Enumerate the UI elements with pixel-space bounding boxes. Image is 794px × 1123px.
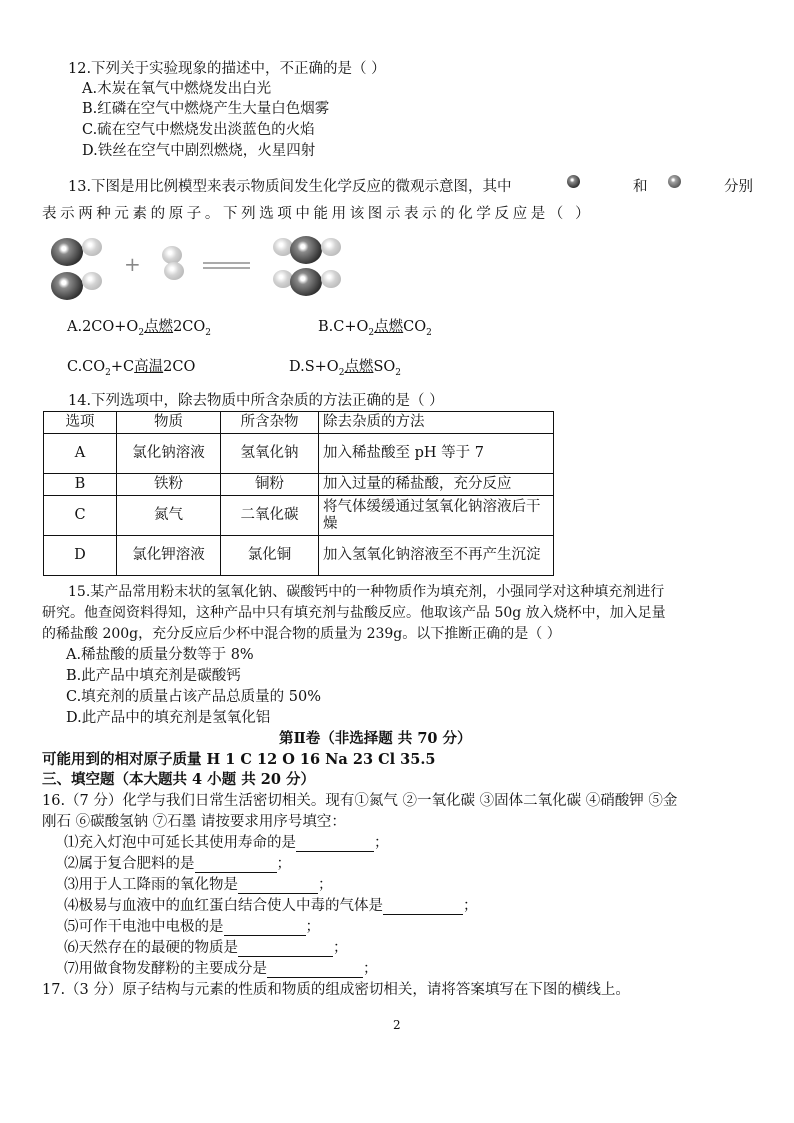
table-cell: D: [44, 536, 117, 576]
q16-item: ⑸可作干电池中电极的是 ；: [64, 919, 320, 935]
table-header-cell: 所含杂物: [221, 412, 319, 434]
answer-blank[interactable]: [296, 837, 374, 852]
answer-blank[interactable]: [383, 900, 463, 915]
page-number: 2: [393, 1018, 401, 1032]
table-row: [44, 496, 554, 536]
molecule-right-top-big-atom: [290, 236, 322, 264]
molecule-left-top-big-atom: [51, 238, 83, 266]
atom-grey-legend-icon: [668, 175, 681, 188]
molecule-o2-atom-2: [164, 262, 184, 280]
q13-stem-part2: 分别: [724, 179, 753, 195]
q16-item: ⑹天然存在的最硬的物质是 ；: [64, 940, 348, 956]
answer-blank[interactable]: [224, 921, 306, 936]
table-row: [44, 474, 554, 496]
table-cell: 将气体缓缓通过氢氧化钠溶液后干燥: [319, 496, 554, 536]
table-cell: C: [44, 496, 117, 536]
q12-option-a: A.木炭在氧气中燃烧发出白光: [82, 81, 272, 97]
q13-option-b: $B.C+O_2$点燃$CO_2$: [318, 319, 432, 338]
molecule-right-bottom-big-atom: [290, 268, 322, 296]
q13-option-c: $C.CO_2+C$高温2CO: [67, 359, 196, 378]
q16-item: ⑴充入灯泡中可延长其使用寿命的是 ；: [64, 835, 389, 851]
table-cell: 氢氧化钠: [221, 434, 319, 474]
q13-option-d: $D.S+O_2$点燃$SO_2$: [289, 359, 401, 378]
table-header-cell: 物质: [117, 412, 221, 434]
q16-item: ⑷极易与血液中的血红蛋白结合使人中毒的气体是 ；: [64, 898, 478, 914]
table-cell: 氯化钠溶液: [117, 434, 221, 474]
table-cell: 加入氢氧化钠溶液至不再产生沉淀: [319, 536, 554, 576]
plus-sign: +: [124, 252, 141, 276]
q12-option-b: B.红磷在空气中燃烧产生大量白色烟雾: [82, 101, 330, 117]
answer-blank[interactable]: [238, 879, 318, 894]
q16-line2: 刚石 ⑥碳酸氢钠 ⑦石墨 请按要求用序号填空：: [42, 814, 346, 830]
table-header-cell: 除去杂质的方法: [319, 412, 554, 434]
molecule-left-top-small-atom: [82, 238, 102, 256]
molecule-left-bottom-small-atom: [82, 272, 102, 290]
q15-line1: 15.某产品常用粉末状的氢氧化钠、碳酸钙中的一种物质作为填充剂，小强同学对这种填充剂进行: [68, 584, 665, 600]
table-cell: 氯化钾溶液: [117, 536, 221, 576]
q13-stem-and: 和: [633, 179, 648, 195]
q15-option-b: B.此产品中填充剂是碳酸钙: [66, 668, 241, 684]
q15-option-d: D.此产品中的填充剂是氢氧化铝: [66, 710, 271, 726]
answer-blank[interactable]: [195, 858, 277, 873]
q12-option-c: C.硫在空气中燃烧发出淡蓝色的火焰: [82, 122, 315, 138]
table-row: [44, 536, 554, 576]
atomic-masses: 可能用到的相对原子质量 H 1 C 12 O 16 Na 23 Cl 35.5: [42, 751, 436, 768]
table-cell: 氯化铜: [221, 536, 319, 576]
q15-option-a: A.稀盐酸的质量分数等于 8%: [66, 647, 254, 663]
table-cell: A: [44, 434, 117, 474]
q15-line2: 研究。他查阅资料得知，这种产品中只有填充剂与盐酸反应。他取该产品 50g 放入烧杯中，加入足量: [42, 605, 666, 621]
molecule-left-bottom-big-atom: [51, 272, 83, 300]
q13-stem-part1: 13.下图是用比例模型来表示物质间发生化学反应的微观示意图，其中: [68, 179, 512, 195]
q17-line1: 17.（3 分）原子结构与元素的性质和物质的组成密切相关，请将答案填写在下图的横线上。: [42, 982, 630, 998]
q15-line3: 的稀盐酸 200g，充分反应后少杯中混合物的质量为 239g。以下推断正确的是（ ）: [42, 626, 561, 642]
molecule-right-top-small-atom-2: [321, 238, 341, 256]
section3-heading: 三、填空题（本大题共 4 小题 共 20 分）: [42, 771, 316, 788]
table-cell: 氮气: [117, 496, 221, 536]
table-cell: 铜粉: [221, 474, 319, 496]
yield-sign: [203, 262, 250, 269]
q14-options-table: [43, 411, 554, 576]
q12-option-d: D.铁丝在空气中剧烈燃烧，火星四射: [82, 143, 316, 159]
q12-stem: 12.下列关于实验现象的描述中，不正确的是（ ）: [68, 61, 386, 77]
table-cell: B: [44, 474, 117, 496]
q15-option-c: C.填充剂的质量占该产品总质量的 50%: [66, 689, 322, 705]
table-header-row: [44, 412, 554, 434]
table-cell: 加入过量的稀盐酸，充分反应: [319, 474, 554, 496]
table-cell: 加入稀盐酸至 pH 等于 7: [319, 434, 554, 474]
q13-stem-line2: 表示两种元素的原子。下列选项中能用该图示表示的化学反应是（ ）: [42, 206, 594, 222]
q13-option-a: $A.2CO+O_2$点燃$2CO_2$: [67, 319, 212, 338]
atom-dark-legend-icon: [567, 175, 580, 188]
table-row: [44, 434, 554, 474]
q16-line1: 16.（7 分）化学与我们日常生活密切相关。现有①氮气 ②一氧化碳 ③固体二氧化碳 ④硝酸钾 ⑤金: [42, 793, 678, 809]
q16-item: ⑵属于复合肥料的是 ；: [64, 856, 291, 872]
answer-blank[interactable]: [238, 942, 333, 957]
table-cell: 铁粉: [117, 474, 221, 496]
answer-blank[interactable]: [267, 963, 363, 978]
q14-stem: 14.下列选项中，除去物质中所含杂质的方法正确的是（ ）: [68, 393, 444, 409]
q16-item: ⑶用于人工降雨的氧化物是 ；: [64, 877, 333, 893]
table-header-cell: 选项: [44, 412, 117, 434]
part2-title: 第Ⅱ卷（非选择题 共 70 分）: [279, 730, 472, 747]
q16-item: ⑺用做食物发酵粉的主要成分是 ；: [64, 961, 378, 977]
table-cell: 二氧化碳: [221, 496, 319, 536]
molecule-right-bottom-small-atom-2: [321, 270, 341, 288]
